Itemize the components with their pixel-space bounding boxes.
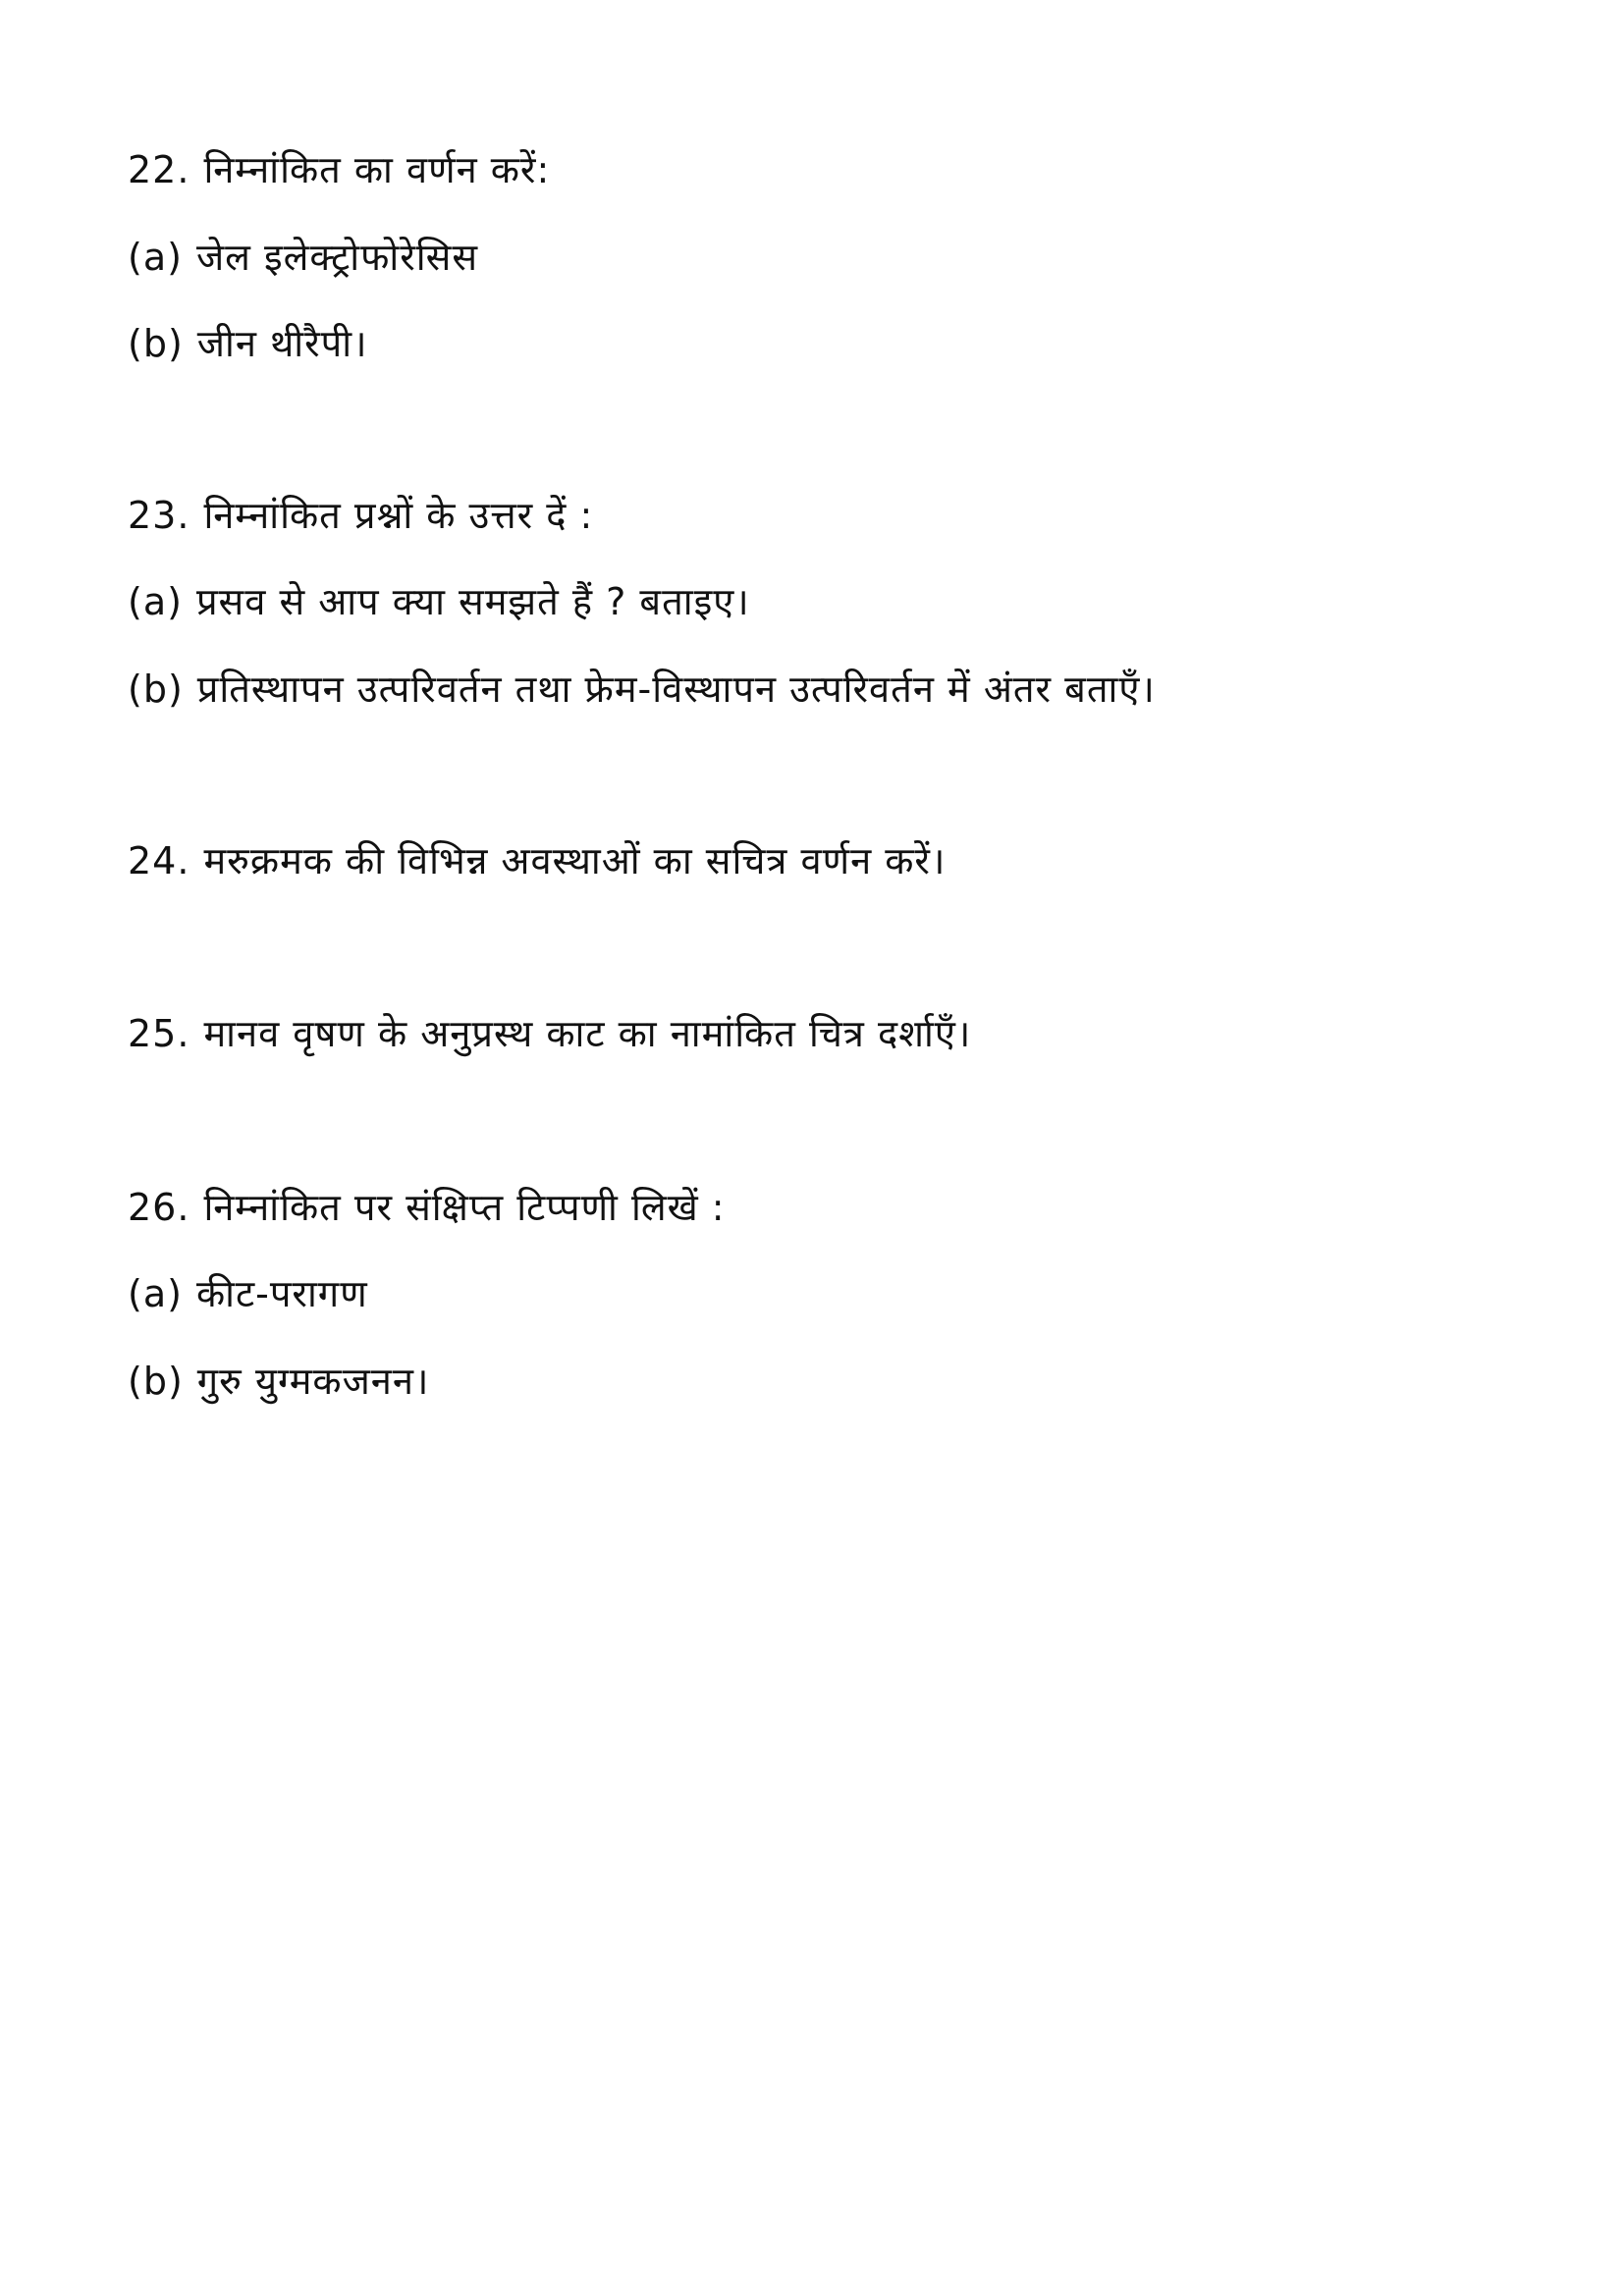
question-24	[128, 836, 946, 885]
question-23	[128, 491, 593, 540]
question-26-part-a	[128, 1269, 368, 1318]
question-number: 22.	[128, 148, 190, 191]
question-text: निम्नांकित का वर्णन करें:	[203, 148, 551, 191]
question-22-part-a	[128, 233, 478, 282]
part-label: (b)	[128, 322, 184, 365]
part-text: जीन थीरैपी।	[196, 322, 368, 365]
question-26	[128, 1183, 726, 1232]
part-label: (b)	[128, 1360, 184, 1403]
question-23-part-a	[128, 577, 750, 626]
question-text: निम्नांकित पर संक्षिप्त टिप्पणी लिखें :	[203, 1186, 726, 1229]
part-label: (a)	[128, 580, 183, 623]
question-text: निम्नांकित प्रश्नों के उत्तर दें :	[203, 494, 594, 537]
part-text: प्रतिस्थापन उत्परिवर्तन तथा फ्रेम-विस्थापन उत्परिवर्तन में अंतर बताएँ।	[196, 667, 1156, 711]
question-22-part-b	[128, 319, 367, 368]
part-text: कीट-परागण	[195, 1272, 368, 1315]
part-label: (a)	[128, 236, 183, 279]
question-number: 25.	[128, 1012, 190, 1055]
part-label: (a)	[128, 1272, 183, 1315]
question-26-part-b	[128, 1357, 429, 1406]
question-number: 24.	[128, 839, 190, 882]
part-label: (b)	[128, 667, 184, 711]
question-number: 23.	[128, 494, 190, 537]
question-22	[128, 145, 550, 194]
part-text: प्रसव से आप क्या समझते हैं ? बताइए।	[195, 580, 750, 623]
question-number: 26.	[128, 1186, 190, 1229]
question-23-part-b	[128, 665, 1156, 714]
question-text: मरुक्रमक की विभिन्न अवस्थाओं का सचित्र वर्णन करें।	[203, 839, 947, 882]
question-text: मानव वृषण के अनुप्रस्थ काट का नामांकित चित्र दर्शाएँ।	[203, 1012, 972, 1055]
part-text: गुरु युग्मकजनन।	[196, 1360, 430, 1403]
question-25	[128, 1009, 971, 1058]
part-text: जेल इलेक्ट्रोफोरेसिस	[195, 236, 479, 279]
